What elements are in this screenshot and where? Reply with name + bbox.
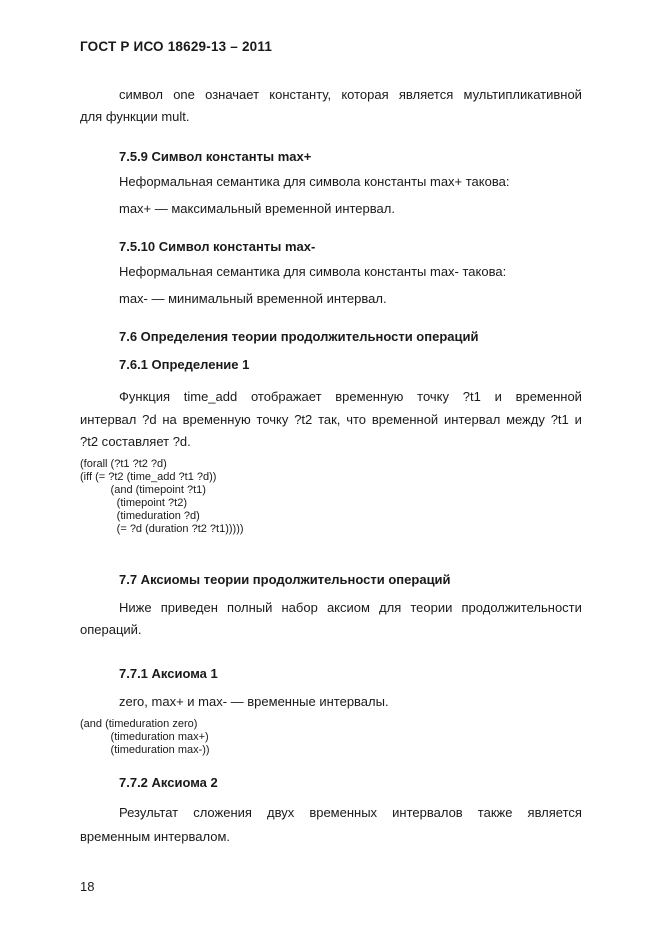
word: интервал [444,412,501,427]
code-line: (and (timeduration zero) [80,718,198,730]
word: ?t1 [550,412,569,427]
section-7-6-1-heading: 7.6.1 Определение 1 [119,357,250,372]
document-header: ГОСТ Р ИСО 18629-13 – 2011 [80,39,273,54]
word: что [346,412,367,427]
code-line: (timeduration max+) [80,731,209,743]
word: интервалов [392,805,463,820]
word: продолжительности [461,600,582,615]
section-7-5-9-heading: 7.5.9 Символ константы max+ [119,149,312,164]
word: символ [119,87,163,102]
axioms-intro-line-1 [119,600,582,615]
word: ?t2 [294,412,313,427]
word: time_add [183,389,238,404]
section-7-5-10-heading: 7.5.10 Символ константы max- [119,239,316,254]
word: точку [417,389,450,404]
word: временной [371,412,439,427]
code-line: (= ?d (duration ?t2 ?t1))))) [80,523,244,535]
word: между [506,412,545,427]
word: one [173,87,195,102]
word: на [162,412,177,427]
section-7-5-10-p1: Неформальная семантика для символа константы max- такова: [119,264,507,279]
word: временной [515,389,582,404]
section-7-5-9-p1: Неформальная семантика для символа константы max+ такова: [119,174,510,189]
word: временную [182,412,251,427]
word: точку [256,412,289,427]
word: является [398,87,454,102]
word: набор [281,600,318,615]
word: также [477,805,513,820]
word: константу, [269,87,332,102]
code-line: (timepoint ?t2) [80,497,187,509]
word: Результат [119,805,179,820]
word: интервал [80,412,137,427]
intro-line-2: для функции mult. [80,109,190,124]
code-line: (timeduration ?d) [80,510,200,522]
section-7-7-heading: 7.7 Аксиомы теории продолжительности операций [119,572,451,587]
word: означает [205,87,260,102]
word: сложения [193,805,252,820]
definition-code-block [80,458,244,536]
word: полный [227,600,273,615]
word: ?d [142,412,157,427]
word: мультипликативной [463,87,582,102]
code-line: (iff (= ?t2 (time_add ?t1 ?d)) [80,471,217,483]
word: является [527,805,582,820]
word: для [379,600,402,615]
word: теории [410,600,453,615]
word: и [574,412,582,427]
word: отображает [250,389,322,404]
word: и [494,389,502,404]
axiom-1-text: zero, max+ и max- — временные интервалы. [119,694,389,709]
word: приведен [160,600,218,615]
axiom-1-code-block [80,718,210,757]
section-7-7-1-heading: 7.7.1 Аксиома 1 [119,666,218,681]
word: которая [341,87,389,102]
word: ?t1 [462,389,481,404]
axiom-2-line-2: временным интервалом. [80,829,230,844]
definition-line-1 [119,389,582,404]
section-7-5-9-p2: max+ — максимальный временной интервал. [119,201,395,216]
word: двух [267,805,295,820]
intro-line-1 [119,87,582,102]
page-number: 18 [80,879,95,894]
axiom-2-line-1 [119,805,582,820]
section-7-7-2-heading: 7.7.2 Аксиома 2 [119,775,218,790]
word: аксиом [326,600,370,615]
code-line: (timeduration max-)) [80,744,210,756]
axioms-intro-line-2: операций. [80,622,142,637]
definition-line-2 [80,412,582,427]
word: временную [335,389,404,404]
section-7-6-heading: 7.6 Определения теории продолжительности операций [119,329,479,344]
word: временных [309,805,378,820]
code-line: (and (timepoint ?t1) [80,484,206,496]
word: так, [318,412,341,427]
word: Функция [119,389,170,404]
code-line: (forall (?t1 ?t2 ?d) [80,458,167,470]
section-7-5-10-p2: max- — минимальный временной интервал. [119,291,387,306]
definition-line-3: ?t2 составляет ?d. [80,434,191,449]
word: Ниже [119,600,152,615]
